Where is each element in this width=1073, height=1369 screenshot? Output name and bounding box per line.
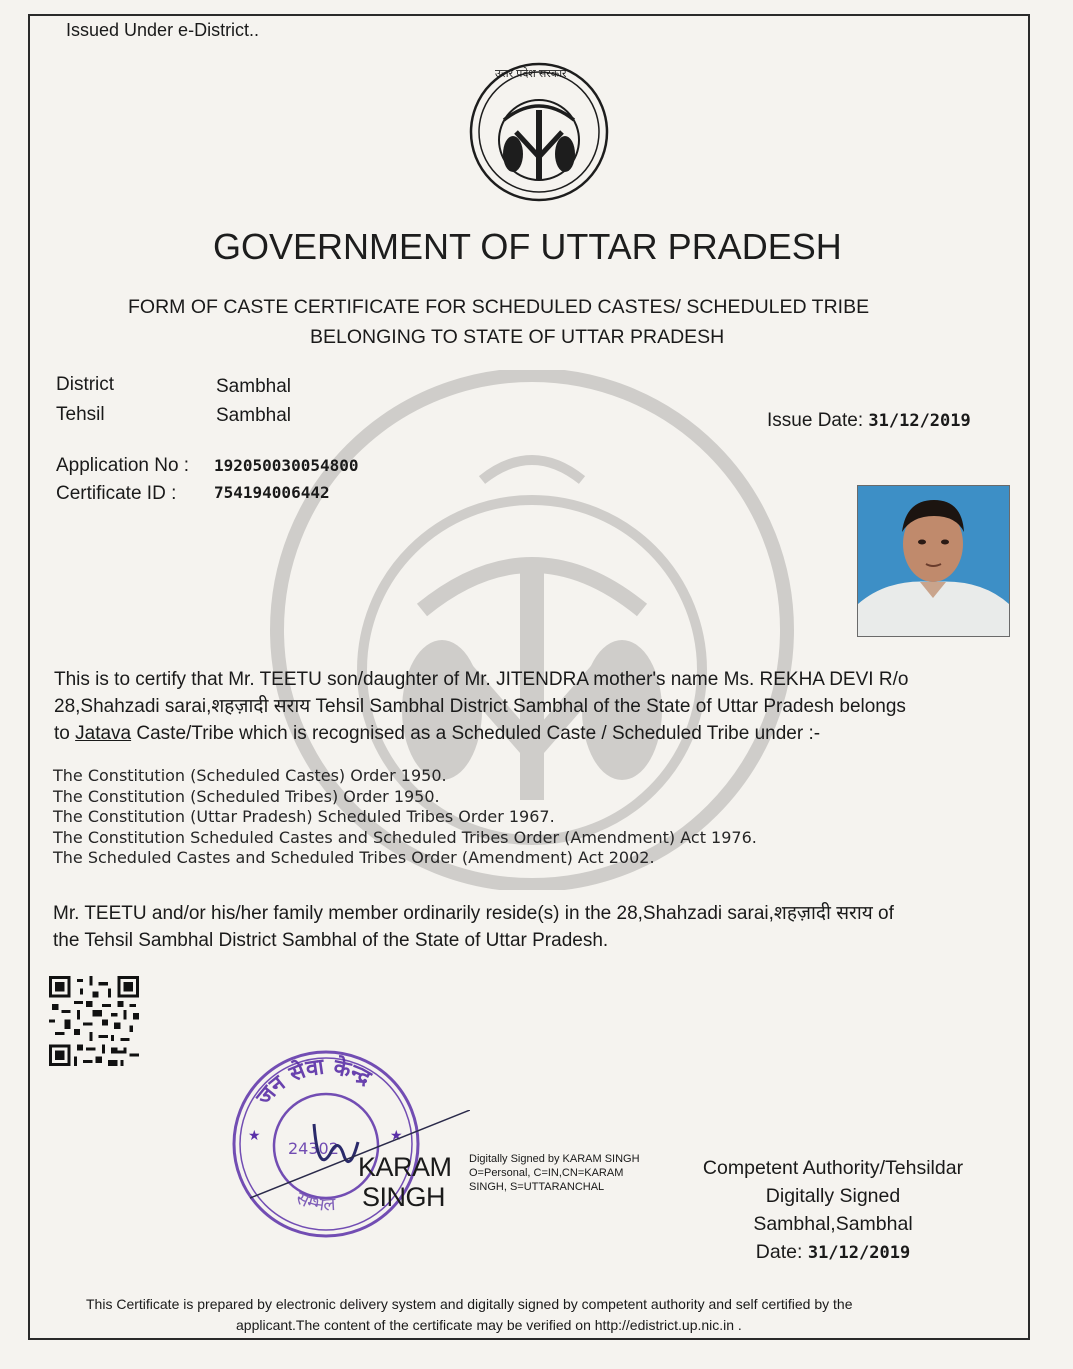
residence-text: Mr. <box>53 903 85 924</box>
certify-text: Tehsil <box>310 696 370 717</box>
order-item: The Scheduled Castes and Scheduled Tribes Order (Amendment) Act 2002. <box>53 848 655 867</box>
applicant-address: 28,Shahzadi sarai,शहज़ादी सराय <box>54 696 311 717</box>
residence-line2 <box>53 927 608 954</box>
residence-name: TEETU <box>84 903 147 924</box>
authority-line1: Competent Authority/Tehsildar <box>702 1157 964 1179</box>
certify-tehsil: Sambhal <box>369 696 445 717</box>
authority-date-value: 31/12/2019 <box>807 1243 911 1263</box>
certify-text: mother's name <box>587 669 724 690</box>
certify-line3 <box>54 720 820 747</box>
certificate-title: GOVERNMENT OF UTTAR PRADESH <box>213 226 842 267</box>
district-label: District <box>56 374 115 395</box>
certificate-subtitle-line2: BELONGING TO STATE OF UTTAR PRADESH <box>310 326 725 348</box>
signer-name <box>358 1152 452 1212</box>
certify-line2 <box>54 693 906 720</box>
tehsil-value: Sambhal <box>216 405 291 426</box>
certify-text: of the State of Uttar Pradesh belongs <box>588 696 906 717</box>
residence-line1 <box>53 900 894 927</box>
issued-under-label: Issued Under e-District.. <box>66 20 260 40</box>
issue-date-value: 31/12/2019 <box>868 411 971 431</box>
issue-date-label: Issue Date: <box>767 410 864 431</box>
certificate-subtitle-line1: FORM OF CASTE CERTIFICATE FOR SCHEDULED CASTES/ SCHEDULED TRIBE <box>128 296 870 318</box>
certify-text: son/daughter of <box>321 669 465 690</box>
stamp-star-icon: ★ <box>248 1127 261 1143</box>
stamp-star-icon: ★ <box>390 1127 403 1143</box>
certify-district: Sambhal <box>513 696 589 717</box>
residence-text: the Tehsil <box>53 930 139 951</box>
order-item: The Constitution (Scheduled Tribes) Order 1950. <box>53 786 440 806</box>
digital-signature-line1: Digitally Signed by KARAM SINGH <box>469 1153 640 1165</box>
certify-text: This is to certify that <box>54 669 229 690</box>
up-government-emblem <box>466 62 612 202</box>
certificate-id-value: 754194006442 <box>214 483 330 502</box>
application-no-label: Application No : <box>56 455 190 476</box>
residence-tehsil: Sambhal <box>138 930 214 951</box>
district-value: Sambhal <box>216 376 291 397</box>
qr-code-icon <box>49 976 139 1066</box>
emblem-text: उत्तर प्रदेश सरकार <box>495 68 567 80</box>
digital-signature-details <box>469 1152 640 1194</box>
certify-text: Mr. <box>464 669 497 690</box>
orders-list <box>53 766 757 869</box>
footer-line1: This Certificate is prepared by electronic delivery system and digitally signed by competent authority and self certified by the <box>86 1296 853 1312</box>
certify-text: R/o <box>873 669 909 690</box>
certify-line1 <box>54 666 908 693</box>
stamp-bottom-text: सम्भल <box>292 1187 337 1216</box>
mother-name: REKHA DEVI <box>759 669 874 690</box>
signer-name-line1: KARAM <box>358 1152 452 1182</box>
signer-name-line2: SINGH <box>362 1182 446 1212</box>
authority-date <box>683 1238 983 1267</box>
authority-line3: Sambhal,Sambhal <box>753 1213 913 1235</box>
residence-text: of the State of Uttar Pradesh. <box>356 930 609 951</box>
certificate-id-label: Certificate ID : <box>56 483 177 504</box>
applicant-photo <box>857 485 1010 637</box>
residence-district: Sambhal <box>281 930 357 951</box>
stamp-top-text: जन सेवा केन्द्र <box>251 1054 375 1110</box>
certify-text: to <box>54 723 76 744</box>
certify-text: District <box>444 696 514 717</box>
residence-text: and/or his/her family member ordinarily reside(s) in the <box>146 903 617 924</box>
stamp-date-text: 24302 <box>288 1139 339 1158</box>
authority-block <box>683 1154 983 1267</box>
residence-text: of <box>872 903 894 924</box>
order-item: The Constitution (Uttar Pradesh) Scheduled Tribes Order 1967. <box>53 807 555 826</box>
digital-signature-line2: O=Personal, C=IN,CN=KARAM <box>469 1167 624 1179</box>
applicant-name: TEETU <box>259 669 322 690</box>
father-name: JITENDRA <box>496 669 588 690</box>
digital-signature-line3: SINGH, S=UTTARANCHAL <box>469 1181 605 1193</box>
application-no-value: 192050030054800 <box>214 456 359 475</box>
svg-text:जन सेवा केन्द्र <box>251 1053 376 1111</box>
residence-address: 28,Shahzadi sarai,शहज़ादी सराय <box>616 903 873 924</box>
order-item: The Constitution (Scheduled Castes) Order 1950. <box>53 766 447 785</box>
issue-date <box>767 410 971 432</box>
certify-text: Mr. <box>228 669 260 690</box>
certify-text: Ms. <box>723 669 760 690</box>
authority-line2: Digitally Signed <box>765 1185 901 1207</box>
caste-name: Jatava <box>75 723 132 744</box>
tehsil-label: Tehsil <box>56 404 105 425</box>
authority-date-label: Date: <box>755 1241 803 1263</box>
order-item: The Constitution Scheduled Castes and Scheduled Tribes Order (Amendment) Act 1976. <box>53 827 757 847</box>
footer-line2: applicant.The content of the certificate may be verified on http://edistrict.up.nic.in . <box>236 1317 742 1333</box>
residence-text: District <box>213 930 282 951</box>
certify-text: Caste/Tribe which is recognised as a Scheduled Caste / Scheduled Tribe under :- <box>131 723 821 744</box>
